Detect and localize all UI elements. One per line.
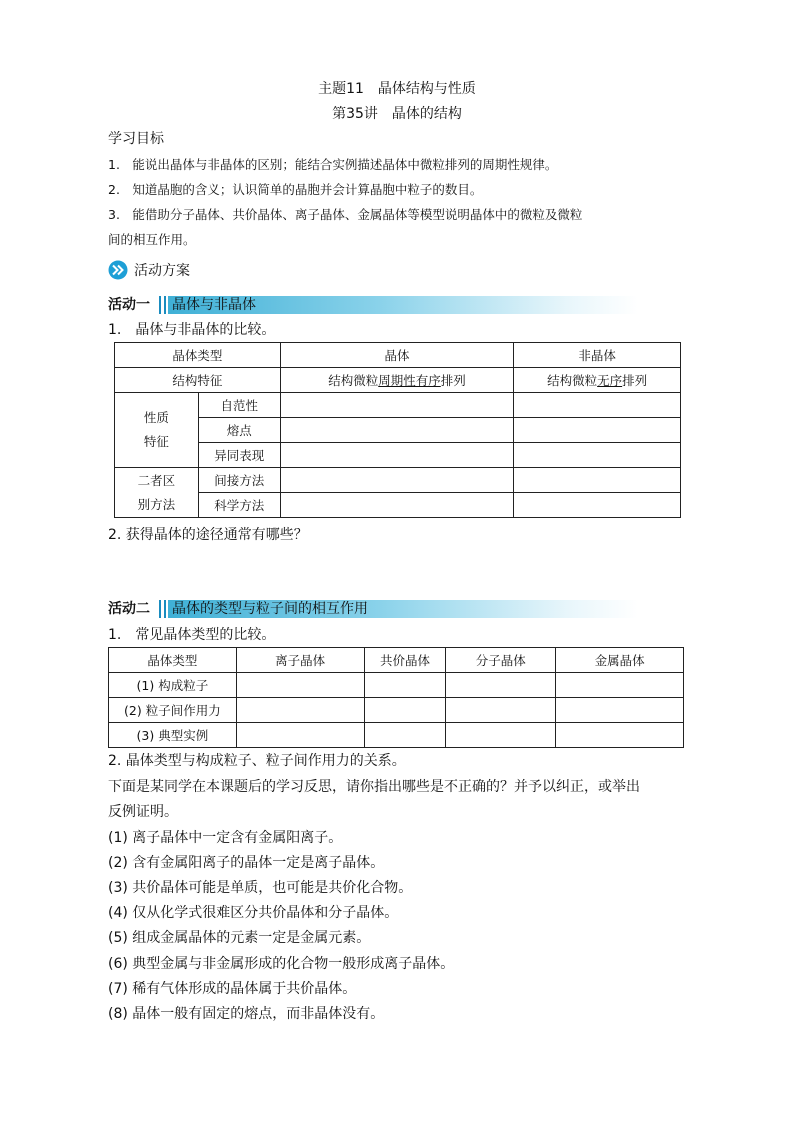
table-row-label: (3) 典型实例 [109,723,237,748]
objective-item: 3. 能借助分子晶体、共价晶体、离子晶体、金属晶体等模型说明晶体中的微粒及微粒 [108,207,583,222]
answer-cell[interactable] [446,673,556,698]
table-group-label: 性质 特征 [115,393,199,468]
table-row-label: 自范性 [198,393,280,418]
reflection-intro: 反例证明。 [108,804,178,820]
table-row [109,698,684,723]
answer-cell[interactable] [514,393,681,418]
table-group-label: 二者区 别方法 [115,468,199,518]
table-row [115,443,681,468]
activity2-bar-edge [164,600,166,618]
table-row [115,393,681,418]
table-row-label: (1) 构成粒子 [109,673,237,698]
topic-title: 主题11 晶体结构与性质 [318,81,476,97]
table-header-cell: 非晶体 [514,343,681,368]
reflection-intro: 下面是某同学在本课题后的学习反思，请你指出哪些是不正确的？并予以纠正，或举出 [108,779,640,795]
table-cell: 结构微粒无序排列 [514,368,681,393]
crystal-comparison-table [114,342,681,518]
answer-cell[interactable] [514,493,681,518]
table-row-label: 间接方法 [198,468,280,493]
underlined-text: 周期性有序 [378,373,441,388]
crystal-type-table [108,647,684,748]
table-row [115,368,681,393]
table-header-cell: 共价晶体 [364,648,446,673]
answer-cell[interactable] [236,698,364,723]
table-row [115,468,681,493]
double-chevron-icon [108,260,128,280]
activity2-question-1: 1. 常见晶体类型的比较。 [108,627,276,643]
statement-item: (5) 组成金属晶体的元素一定是金属元素。 [108,930,371,946]
table-header-cell: 分子晶体 [446,648,556,673]
table-row [109,723,684,748]
activity1-question-1: 1. 晶体与非晶体的比较。 [108,322,276,338]
activity1-bar-edge [164,296,166,314]
answer-cell[interactable] [280,418,514,443]
answer-cell[interactable] [556,673,684,698]
objectives-heading: 学习目标 [108,131,164,147]
table-cell: 结构微粒周期性有序排列 [280,368,514,393]
answer-cell[interactable] [236,673,364,698]
answer-cell[interactable] [364,723,446,748]
table-row-label: (2) 粒子间作用力 [109,698,237,723]
statement-item: (3) 共价晶体可能是单质，也可能是共价化合物。 [108,880,413,896]
activity1-bar-edge [159,296,161,314]
statement-item: (6) 典型金属与非金属形成的化合物一般形成离子晶体。 [108,956,455,972]
table-row [109,648,684,673]
table-row [109,673,684,698]
table-header-cell: 晶体类型 [115,343,281,368]
table-row [115,343,681,368]
activity2-bar-edge [159,600,161,618]
table-header-cell: 晶体 [280,343,514,368]
underlined-text: 无序 [597,373,623,388]
objective-item: 1. 能说出晶体与非晶体的区别；能结合实例描述晶体中微粒排列的周期性规律。 [108,157,558,172]
table-row-label: 异同表现 [198,443,280,468]
statement-item: (4) 仅从化学式很难区分共价晶体和分子晶体。 [108,905,399,921]
activity1-title: 晶体与非晶体 [172,297,256,313]
answer-cell[interactable] [446,723,556,748]
statement-item: (2) 含有金属阳离子的晶体一定是离子晶体。 [108,855,385,871]
activity1-label: 活动一 [108,297,150,313]
objective-item: 间的相互作用。 [108,232,196,247]
table-row-label: 熔点 [198,418,280,443]
lecture-title: 第35讲 晶体的结构 [332,106,462,122]
activity2-question-2: 2. 晶体类型与构成粒子、粒子间作用力的关系。 [108,753,406,769]
answer-cell[interactable] [236,723,364,748]
answer-cell[interactable] [280,493,514,518]
table-row-label: 结构特征 [115,368,281,393]
answer-cell[interactable] [364,698,446,723]
answer-cell[interactable] [280,443,514,468]
answer-cell[interactable] [364,673,446,698]
table-header-cell: 晶体类型 [109,648,237,673]
answer-cell[interactable] [514,443,681,468]
table-row-label: 科学方法 [198,493,280,518]
table-row [115,418,681,443]
statement-item: (7) 稀有气体形成的晶体属于共价晶体。 [108,981,357,997]
statement-item: (8) 晶体一般有固定的熔点，而非晶体没有。 [108,1006,385,1022]
plan-label: 活动方案 [134,263,190,279]
answer-cell[interactable] [556,698,684,723]
activity2-label: 活动二 [108,601,150,617]
table-row [115,493,681,518]
answer-cell[interactable] [556,723,684,748]
answer-cell[interactable] [280,468,514,493]
activity1-question-2: 2. 获得晶体的途径通常有哪些？ [108,527,308,543]
answer-cell[interactable] [514,418,681,443]
answer-cell[interactable] [446,698,556,723]
objective-item: 2. 知道晶胞的含义；认识简单的晶胞并会计算晶胞中粒子的数目。 [108,182,483,197]
table-header-cell: 离子晶体 [236,648,364,673]
activity2-title: 晶体的类型与粒子间的相互作用 [172,601,368,617]
answer-cell[interactable] [514,468,681,493]
table-header-cell: 金属晶体 [556,648,684,673]
statement-item: (1) 离子晶体中一定含有金属阳离子。 [108,830,343,846]
answer-cell[interactable] [280,393,514,418]
